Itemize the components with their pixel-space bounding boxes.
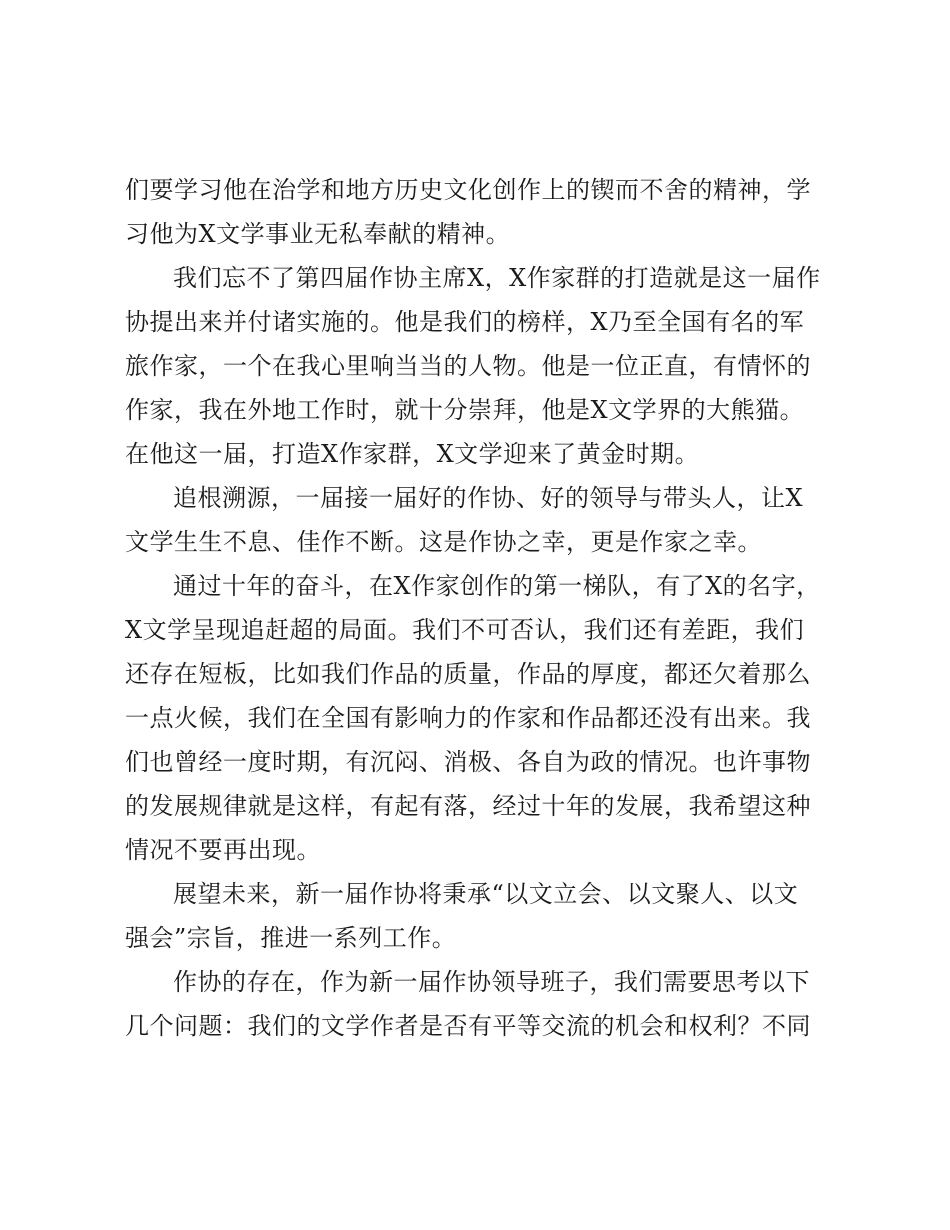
paragraph-1	[125, 168, 825, 256]
text-line: 的发展规律就是这样，有起有落，经过十年的发展，我希望这种	[125, 792, 811, 820]
paragraph-6	[125, 960, 825, 1048]
paragraph-4	[125, 564, 825, 872]
paragraph-3	[125, 476, 825, 564]
text-line: 几个问题：我们的文学作者是否有平等交流的机会和权利？不同	[125, 1012, 811, 1040]
text-line: 我们忘不了第四届作协主席X，X作家群的打造就是这一届作	[173, 264, 821, 292]
text-line: 作家，我在外地工作时，就十分崇拜，他是X文学界的大熊猫。	[125, 396, 805, 424]
text-line: 作协的存在，作为新一届作协领导班子，我们需要思考以下	[173, 968, 810, 996]
text-line: 强会”宗旨，推进一系列工作。	[125, 924, 457, 952]
text-line: 在他这一届，打造X作家群，X文学迎来了黄金时期。	[125, 440, 700, 468]
text-line: 们也曾经一度时期，有沉闷、消极、各自为政的情况。也许事物	[125, 748, 811, 776]
text-line: 还存在短板，比如我们作品的质量，作品的厚度，都还欠着那么	[125, 660, 811, 688]
text-line: 通过十年的奋斗，在X作家创作的第一梯队，有了X的名字，	[173, 572, 821, 600]
text-line: 文学生生不息、佳作不断。这是作协之幸，更是作家之幸。	[125, 528, 762, 556]
text-line: 展望未来，新一届作协将秉承“以文立会、以文聚人、以文	[173, 880, 799, 908]
text-line: 协提出来并付诸实施的。他是我们的榜样，X乃至全国有名的军	[125, 308, 805, 336]
text-line: 一点火候，我们在全国有影响力的作家和作品都还没有出来。我	[125, 704, 811, 732]
text-line: 习他为X文学事业无私奉献的精神。	[125, 220, 511, 248]
text-line: 追根溯源，一届接一届好的作协、好的领导与带头人，让X	[173, 484, 804, 512]
text-line: 情况不要再出现。	[125, 836, 321, 864]
text-line: 旅作家，一个在我心里响当当的人物。他是一位正直，有情怀的	[125, 352, 811, 380]
paragraph-2	[125, 256, 825, 476]
text-line: X文学呈现追赶超的局面。我们不可否认，我们还有差距，我们	[125, 616, 805, 644]
text-line: 们要学习他在治学和地方历史文化创作上的锲而不舍的精神，学	[125, 176, 811, 204]
body-text	[125, 168, 825, 1048]
paragraph-5	[125, 872, 825, 960]
